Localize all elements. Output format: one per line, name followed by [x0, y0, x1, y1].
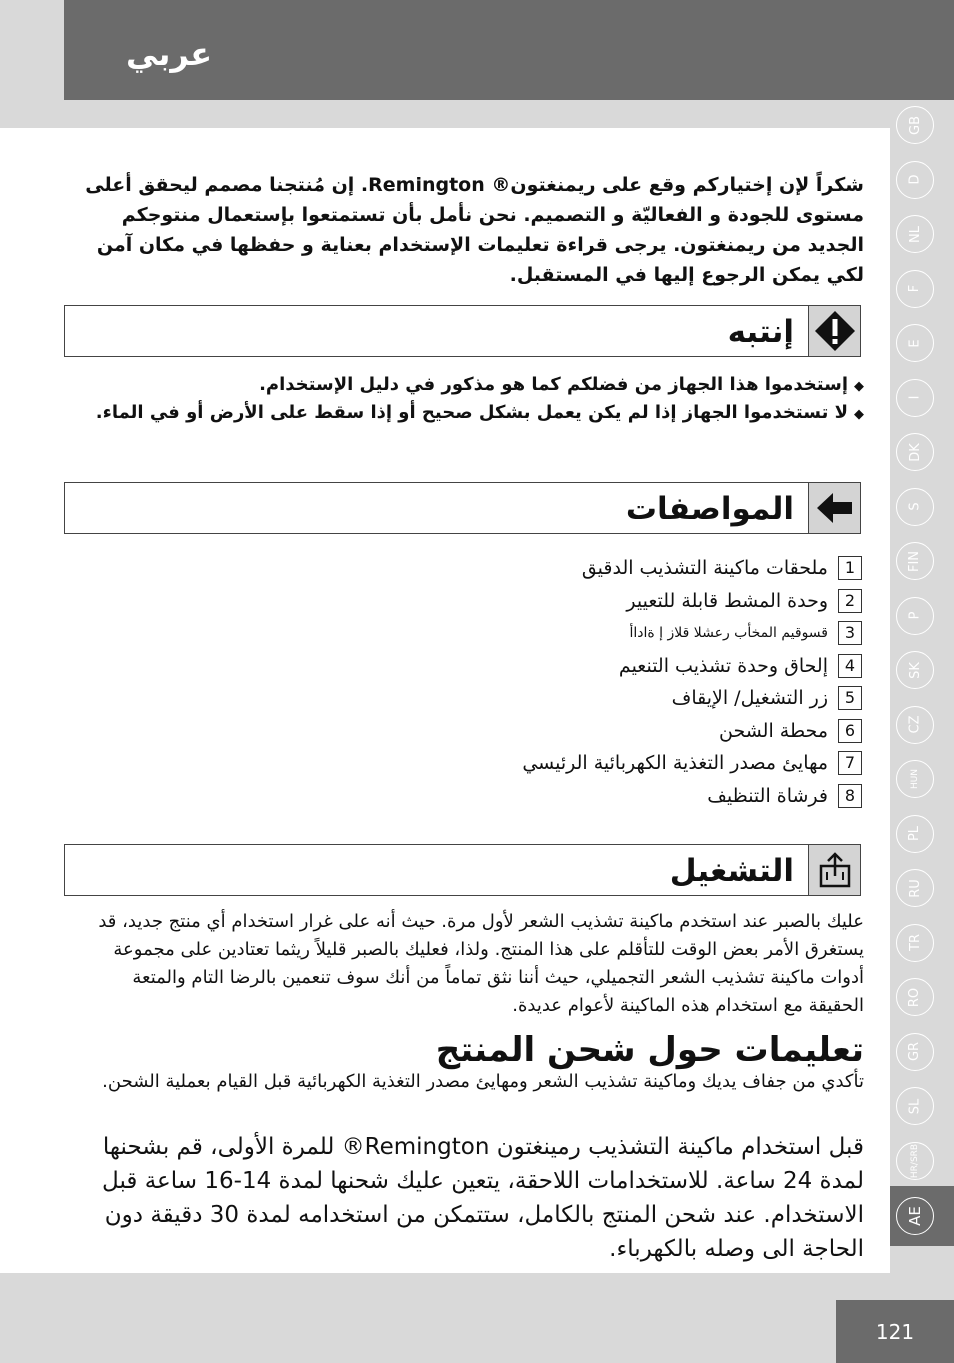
language-tab[interactable]: HUN	[896, 760, 934, 798]
language-tab[interactable]: PL	[896, 815, 934, 853]
item-text: محطة الشحن	[719, 719, 828, 742]
page-number: 121	[836, 1300, 954, 1363]
charging-paragraph-2: قبل استخدام ماكينة التشذيب رمينغتون Remington® للمرة الأولى، قم بشحنها لمدة 24 ساعة. للاستخدامات اللاحقة، يتعين عليك شحنها لمدة 14-16 ساعة قبل الاستخدام. عند شحن المنتج بالكامل، ستتمكن من استخدامه لمدة 30 دقيقة دون الحاجة الى وصله بالكهرباء.	[102, 1134, 864, 1262]
language-tab[interactable]: I	[896, 379, 934, 417]
charging-title: تعليمات حول شحن المنتج	[435, 1030, 864, 1070]
language-tabs	[896, 106, 938, 1196]
language-tab[interactable]: P	[896, 597, 934, 635]
list-item	[300, 780, 862, 813]
item-text: ملحقات ماكينة التشذيب الدقيق	[581, 557, 828, 580]
language-tab[interactable]: NL	[896, 215, 934, 253]
features-title: المواصفات	[625, 491, 794, 527]
list-item	[300, 552, 862, 585]
item-text: زر التشغيل/ الإيقاف	[671, 687, 828, 710]
operation-section-header	[64, 844, 861, 896]
warning-icon	[808, 306, 860, 356]
item-number: 5	[838, 686, 862, 710]
list-item: ◆ لا تستخدموا الجهاز إذا لم يكن يعمل بشكل صحيح أو إذا سقط على الأرض أو في الماء.	[72, 400, 864, 428]
page-title: عربي	[126, 35, 213, 73]
language-tab[interactable]: S	[896, 488, 934, 526]
language-tab[interactable]: SK	[896, 651, 934, 689]
language-tab[interactable]: D	[896, 161, 934, 199]
list-item	[300, 747, 862, 780]
language-tab[interactable]: RU	[896, 869, 934, 907]
language-tab[interactable]: SL	[896, 1087, 934, 1125]
active-language-tab[interactable]	[890, 1186, 954, 1246]
language-tab[interactable]: GR	[896, 1033, 934, 1071]
language-tab[interactable]: DK	[896, 433, 934, 471]
list-item	[300, 650, 862, 683]
language-tab-active[interactable]: AE	[896, 1197, 934, 1235]
item-text: قسوقيم المخأب رعشلا قلاز إ ةاداأ	[629, 625, 828, 642]
item-number: 7	[838, 751, 862, 775]
footer-bar	[526, 1273, 836, 1363]
caution-list	[72, 372, 864, 428]
item-number: 4	[838, 654, 862, 678]
language-tab[interactable]: RO	[896, 978, 934, 1016]
list-item: ◆ إستخدموا هذا الجهاز من فضلكم كما هو مذكور في دليل الإستخدام.	[72, 372, 864, 400]
operation-title: التشغيل	[669, 853, 794, 889]
caution-title: إنتبه	[727, 314, 794, 350]
item-text: إلحاق وحدة تشذيب التنعيم	[618, 654, 828, 677]
item-number: 2	[838, 589, 862, 613]
operation-paragraph: عليك بالصبر عند استخدم ماكينة تشذيب الشعر لأول مرة. حيث أنه على غرار استخدام أي منتج جديد، قد يستغرق الأمر بعض الوقت للتأقلم على هذا المنتج. ولذا، فعليك بالصبر قليلاً ريثما تعتادين على مجموعة أدوات ماكينة تشذيب الشعر التجميلي، حيث أننا نثق تماماً من أنك سوف تنعمين بالرضا التام والمتعة الحقيقة مع استخدام هذه الماكينة لأعوام عديدة.	[98, 911, 864, 1016]
list-item	[300, 585, 862, 618]
charging-paragraph-1: تأكدي من جفاف يديك وماكينة تشذيب الشعر ومهايئ مصدر التغذية الكهربائية قبل القيام بعملية الشحن.	[102, 1071, 864, 1092]
list-item	[300, 617, 862, 650]
language-tab[interactable]: CZ	[896, 706, 934, 744]
item-number: 6	[838, 719, 862, 743]
intro-paragraph: شكراً لإن إختياركم وقع على ريمنغتون® Remington. إن مُنتجنا مصمم ليحقق أعلى مستوى للجودة و الفعاليّة و التصميم. نحن نأمل بأن تستمتعوا بإستعمال منتوجكم الجديد من ريمنغتون. يرجى قراءة تعليمات الإستخدام بعناية و حفظها في مكان آمن لكي يمكن الرجوع إليها في المستقبل.	[85, 174, 864, 286]
list-item	[300, 682, 862, 715]
features-section-header	[64, 482, 861, 534]
language-tab[interactable]: TR	[896, 924, 934, 962]
language-tab[interactable]: HR/SRB	[896, 1142, 934, 1180]
features-list	[300, 552, 862, 812]
language-tab[interactable]: F	[896, 270, 934, 308]
hand-press-icon	[808, 845, 860, 895]
item-text: فرشاة التنظيف	[707, 784, 828, 807]
list-item	[300, 715, 862, 748]
language-tab[interactable]: E	[896, 324, 934, 362]
item-number: 1	[838, 556, 862, 580]
caution-section-header	[64, 305, 861, 357]
item-text: وحدة المشط قابلة للتعيير	[626, 589, 828, 612]
arrow-left-icon	[808, 483, 860, 533]
language-tab[interactable]: FIN	[896, 542, 934, 580]
item-number: 8	[838, 784, 862, 808]
language-tab[interactable]: GB	[896, 106, 934, 144]
item-number: 3	[838, 621, 862, 645]
item-text: مهايئ مصدر التغذية الكهربائية الرئيسي	[522, 752, 828, 775]
